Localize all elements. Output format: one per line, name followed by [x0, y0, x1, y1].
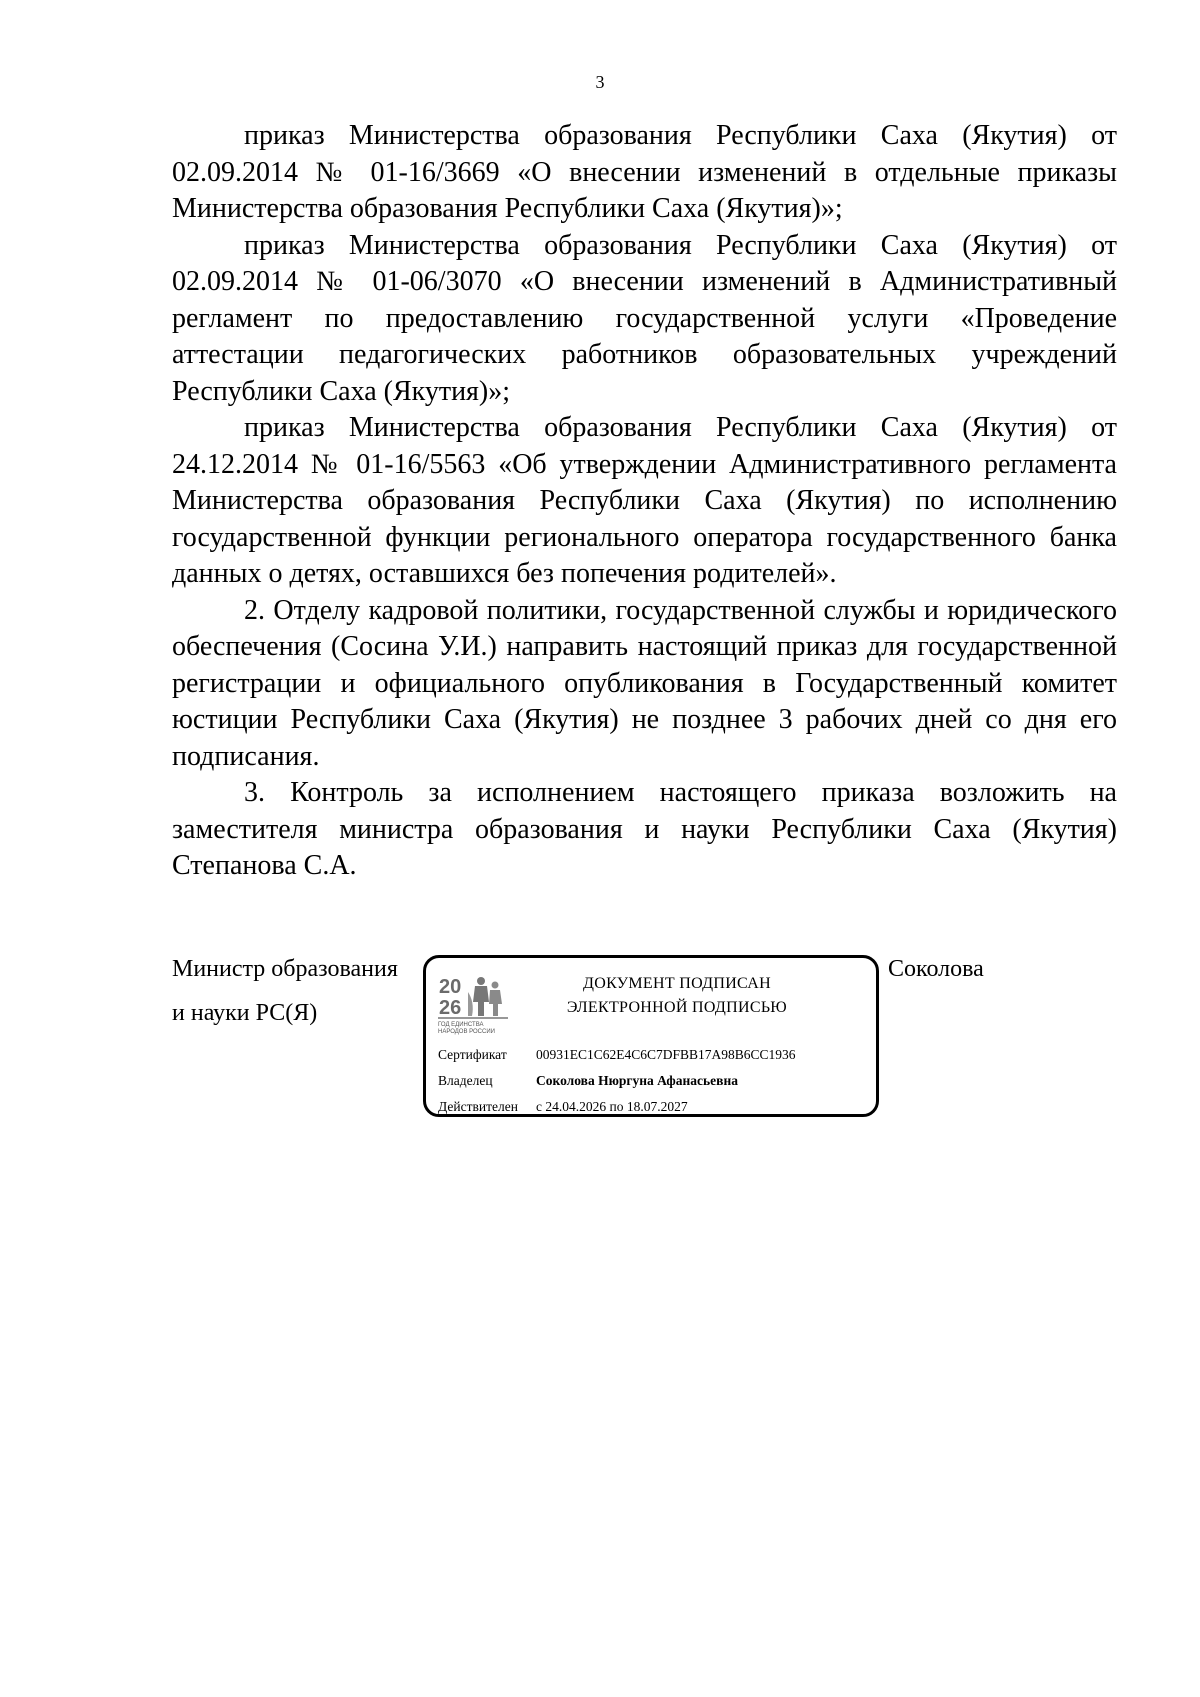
signatory-title	[172, 947, 398, 1035]
paragraph-order-5563: приказ Министерства образования Республики Саха (Якутия) от 24.12.2014 № 01-16/5563 «Об утверждении Административного регламента Министерства образования Республики Саха (Якутия) по исполнению государственной функции регионального оператора государственного банка данных о детях, оставшихся без попечения родителей».	[172, 412, 1117, 589]
year-of-unity-emblem-icon	[438, 972, 510, 1038]
signatory-name: Соколова	[888, 956, 984, 982]
stamp-details	[438, 1042, 868, 1120]
document-body	[172, 118, 1117, 885]
paragraph-item-3: 3. Контроль за исполнением настоящего приказа возложить на заместителя министра образования и науки Республики Саха (Якутия) Степанова С.А.	[172, 777, 1117, 881]
emblem-year-bottom: 26	[439, 997, 462, 1019]
stamp-heading-line-1: ДОКУМЕНТ ПОДПИСАН	[583, 975, 771, 992]
paragraph-order-3070: приказ Министерства образования Республики Саха (Якутия) от 02.09.2014 № 01-06/3070 «О внесении изменений в Административный регламент по предоставлению государственной услуги «Проведение аттестации педагогических работников образовательных учреждений Республики Саха (Якутия)»;	[172, 229, 1117, 407]
validity-value: с 24.04.2026 по 18.07.2027	[536, 1099, 688, 1114]
certificate-label: Сертификат	[438, 1047, 507, 1062]
paragraph-item-2: 2. Отделу кадровой политики, государственной службы и юридического обеспечения (Сосина У.И.) направить настоящий приказ для государственной регистрации и официального опубликования в Государственный комитет юстиции Республики Саха (Якутия) не позднее 3 рабочих дней со дня его подписания.	[172, 594, 1117, 772]
signatory-title-line-1: Министр образования	[172, 956, 398, 982]
validity-label: Действителен	[438, 1099, 518, 1114]
signature-block	[172, 947, 1117, 1127]
owner-row	[438, 1068, 868, 1094]
emblem-year-top: 20	[439, 976, 462, 998]
owner-value: Соколова Нюргуна Афанасьевна	[536, 1073, 738, 1088]
electronic-signature-stamp	[423, 955, 879, 1117]
stamp-heading	[522, 972, 832, 1020]
emblem-caption-line-2: НАРОДОВ РОССИИ	[438, 1029, 495, 1035]
validity-row	[438, 1094, 868, 1120]
signatory-title-line-2: и науки РС(Я)	[172, 1000, 318, 1026]
owner-label: Владелец	[438, 1073, 493, 1088]
page-number: 3	[595, 72, 605, 92]
certificate-value: 00931EC1C62E4C6C7DFBB17A98B6CC1936	[536, 1047, 796, 1062]
paragraph-order-3669: приказ Министерства образования Республики Саха (Якутия) от 02.09.2014 № 01-16/3669 «О внесении изменений в отдельные приказы Министерства образования Республики Саха (Якутия)»;	[172, 120, 1117, 224]
stamp-heading-line-2: ЭЛЕКТРОННОЙ ПОДПИСЬЮ	[566, 999, 788, 1016]
emblem-caption-line-1: ГОД ЕДИНСТВА	[438, 1022, 484, 1028]
certificate-row	[438, 1042, 868, 1068]
